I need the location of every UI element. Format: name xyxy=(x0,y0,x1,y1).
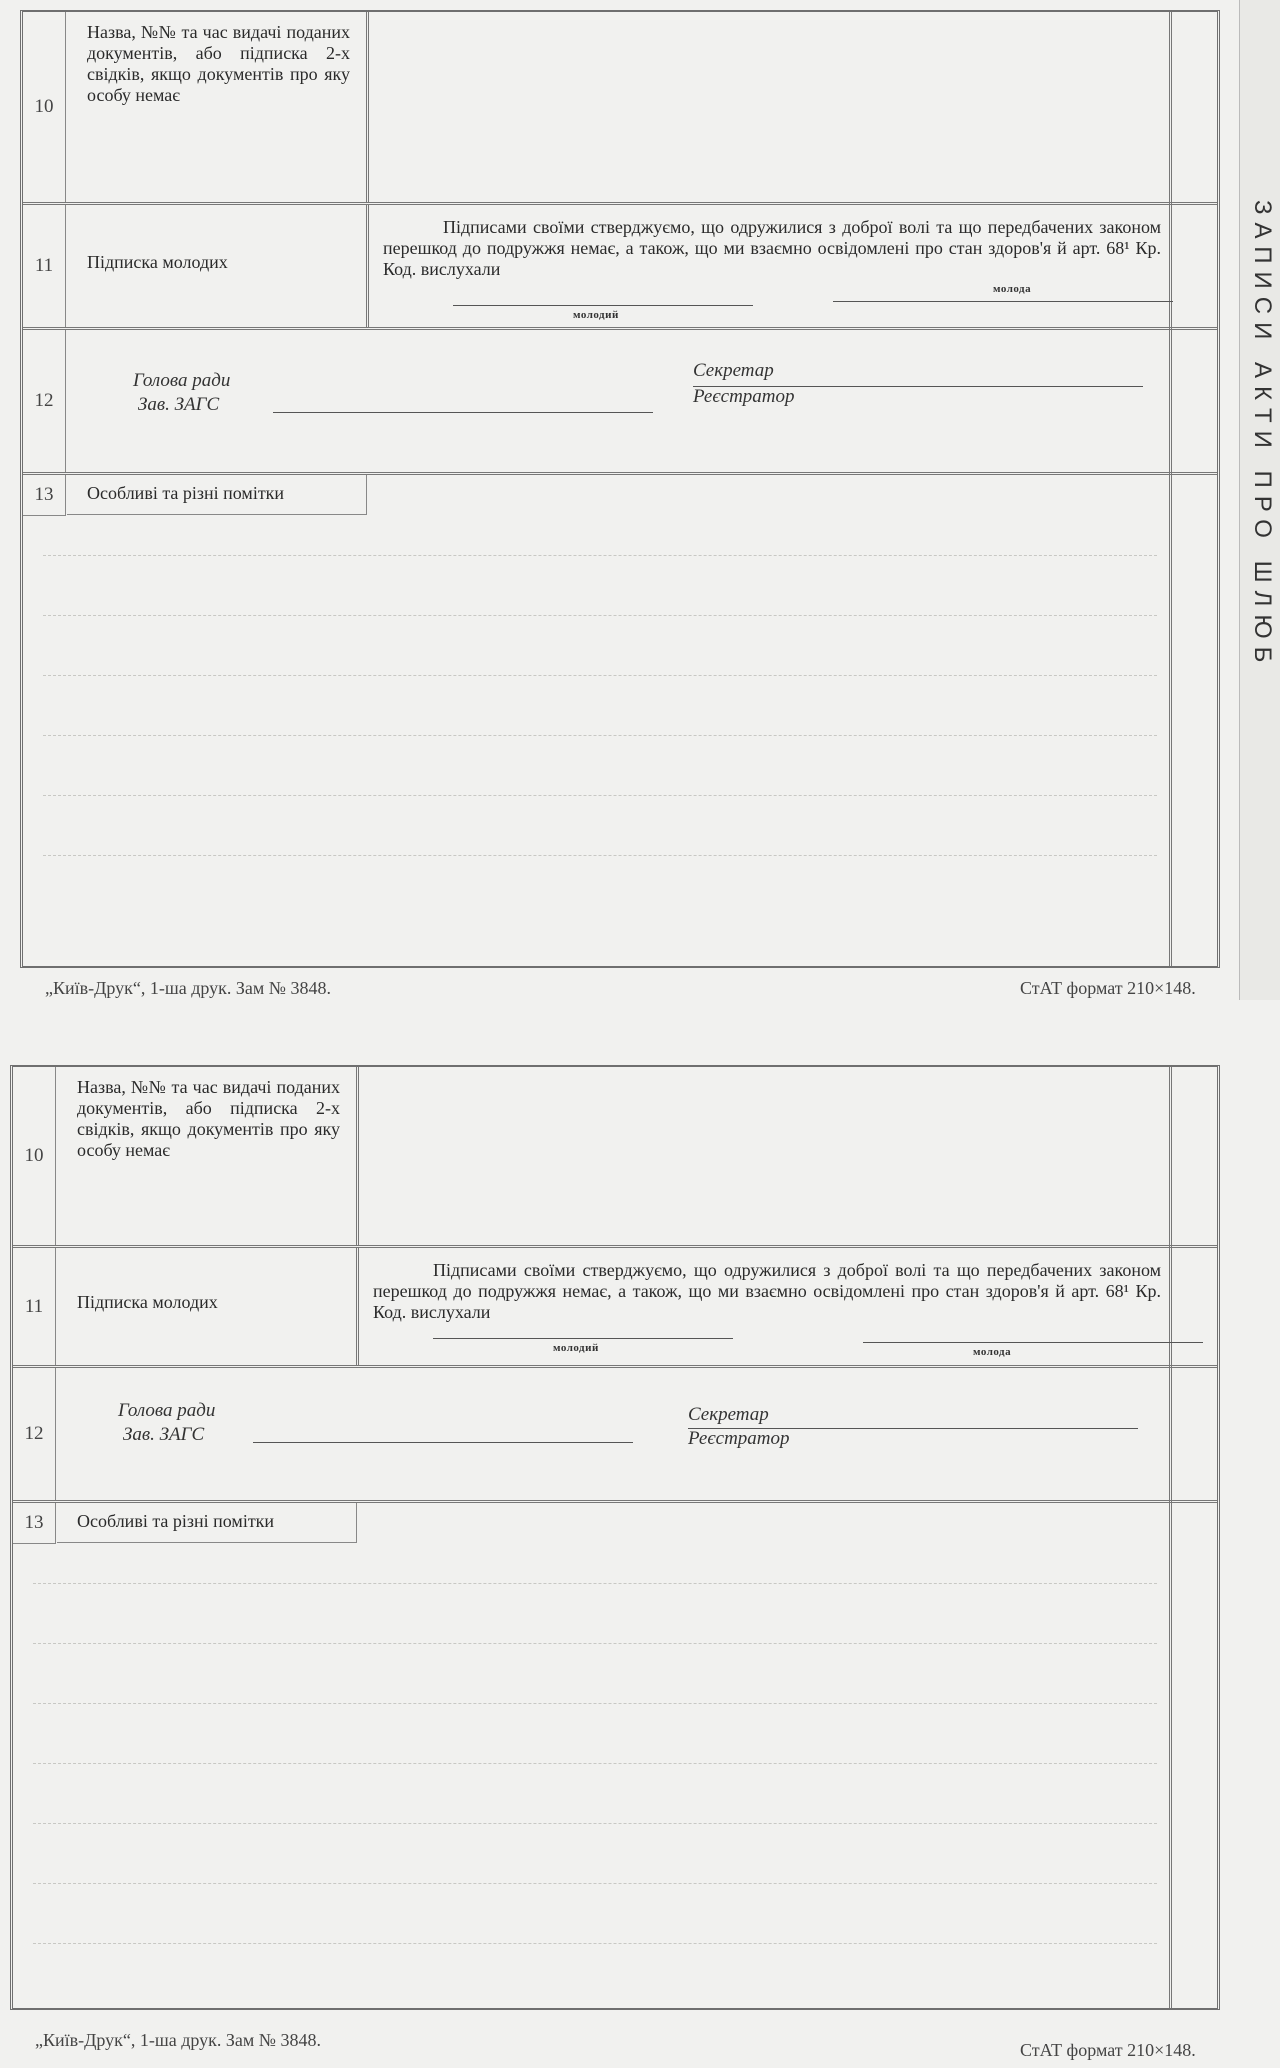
row-number: 11 xyxy=(23,205,66,327)
groom-caption: молодий xyxy=(573,309,619,321)
notes-label: Особливі та різні помітки xyxy=(67,475,367,515)
notes-line xyxy=(33,1703,1157,1704)
row-13 xyxy=(13,1503,1217,2008)
format-footer: СтАТ формат 210×148. xyxy=(1020,978,1196,998)
format-footer: СтАТ формат 210×148. xyxy=(1020,2040,1196,2060)
printer-footer: „Київ-Друк“, 1-ша друк. Зам № 3848. xyxy=(35,2030,321,2050)
row-number: 13 xyxy=(13,1503,56,1544)
bride-signature-line[interactable] xyxy=(863,1342,1203,1343)
bride-signature-line[interactable] xyxy=(833,301,1173,302)
groom-signature-line[interactable] xyxy=(433,1338,733,1339)
row-number: 10 xyxy=(13,1067,56,1245)
consent-statement: Підписами своїми стверджуємо, що одружилися з доброї волі та що передбачених законом перешкод до подружжя немає, а також, що ми взаємно освідомлені про стан здоров'я й арт. 68¹ Кр. Код. вислухали xyxy=(373,1260,1161,1322)
form-table-1 xyxy=(20,10,1220,968)
spouses-signature-label: Підписка молодих xyxy=(67,205,369,327)
notes-line xyxy=(33,1883,1157,1884)
secretary-signature-line[interactable] xyxy=(693,386,1143,387)
row-number: 13 xyxy=(23,475,66,516)
bride-caption: молода xyxy=(973,1346,1012,1358)
notes-line xyxy=(43,735,1157,736)
bride-caption: молода xyxy=(993,283,1032,295)
form-table-2 xyxy=(10,1065,1220,2010)
signature-area xyxy=(363,1248,1167,1365)
registry-head-title: Зав. ЗАГС xyxy=(138,394,220,415)
consent-statement: Підписами своїми стверджуємо, що одружилися з доброї волі та що передбачених законом перешкод до подружжя немає, а також, що ми взаємно освідомлені про стан здоров'я й арт. 68¹ Кр. Код. вислухали xyxy=(383,217,1161,279)
groom-signature-line[interactable] xyxy=(453,305,753,306)
notes-line xyxy=(33,1643,1157,1644)
notes-label: Особливі та різні помітки xyxy=(57,1503,357,1543)
printer-footer: „Київ-Друк“, 1-ша друк. Зам № 3848. xyxy=(45,978,331,998)
notes-line xyxy=(43,555,1157,556)
row-12 xyxy=(23,330,1217,475)
row-13 xyxy=(23,475,1217,966)
groom-caption: молодий xyxy=(553,1342,599,1354)
row-11 xyxy=(13,1248,1217,1368)
documents-label: Назва, №№ та час видачі поданих документів, або підписка 2-х свідків, якщо документів про яку особу немає xyxy=(57,1067,359,1245)
secretary-title: Секретар xyxy=(693,360,774,381)
notes-line xyxy=(43,615,1157,616)
secretary-signature-line[interactable] xyxy=(688,1428,1138,1429)
notes-line xyxy=(43,855,1157,856)
row-number: 11 xyxy=(13,1248,56,1365)
signature-area xyxy=(373,205,1167,327)
binding-strip xyxy=(1239,0,1280,1000)
row-number: 10 xyxy=(23,12,66,202)
documents-label: Назва, №№ та час видачі поданих документів, або підписка 2-х свідків, якщо документів про яку особу немає xyxy=(67,12,369,202)
registrar-title: Реєстратор xyxy=(693,386,795,407)
row-number: 12 xyxy=(23,330,66,472)
registry-head-title: Зав. ЗАГС xyxy=(123,1424,205,1445)
row-number: 12 xyxy=(13,1368,56,1500)
head-title: Голова ради xyxy=(133,370,231,391)
registrar-title: Реєстратор xyxy=(688,1428,790,1449)
row-12 xyxy=(13,1368,1217,1503)
head-signature-line[interactable] xyxy=(273,412,653,413)
row-10 xyxy=(23,12,1217,205)
notes-line xyxy=(33,1763,1157,1764)
secretary-title: Секретар xyxy=(688,1404,769,1425)
head-signature-line[interactable] xyxy=(253,1442,633,1443)
side-title: ЗАПИСИ АКТИ ПРО ШЛЮБ xyxy=(1249,200,1276,671)
row-11 xyxy=(23,205,1217,330)
row-10 xyxy=(13,1067,1217,1248)
notes-line xyxy=(43,795,1157,796)
notes-line xyxy=(33,1943,1157,1944)
notes-line xyxy=(33,1583,1157,1584)
notes-line xyxy=(33,1823,1157,1824)
notes-line xyxy=(43,675,1157,676)
spouses-signature-label: Підписка молодих xyxy=(57,1248,359,1365)
head-title: Голова ради xyxy=(118,1400,216,1421)
